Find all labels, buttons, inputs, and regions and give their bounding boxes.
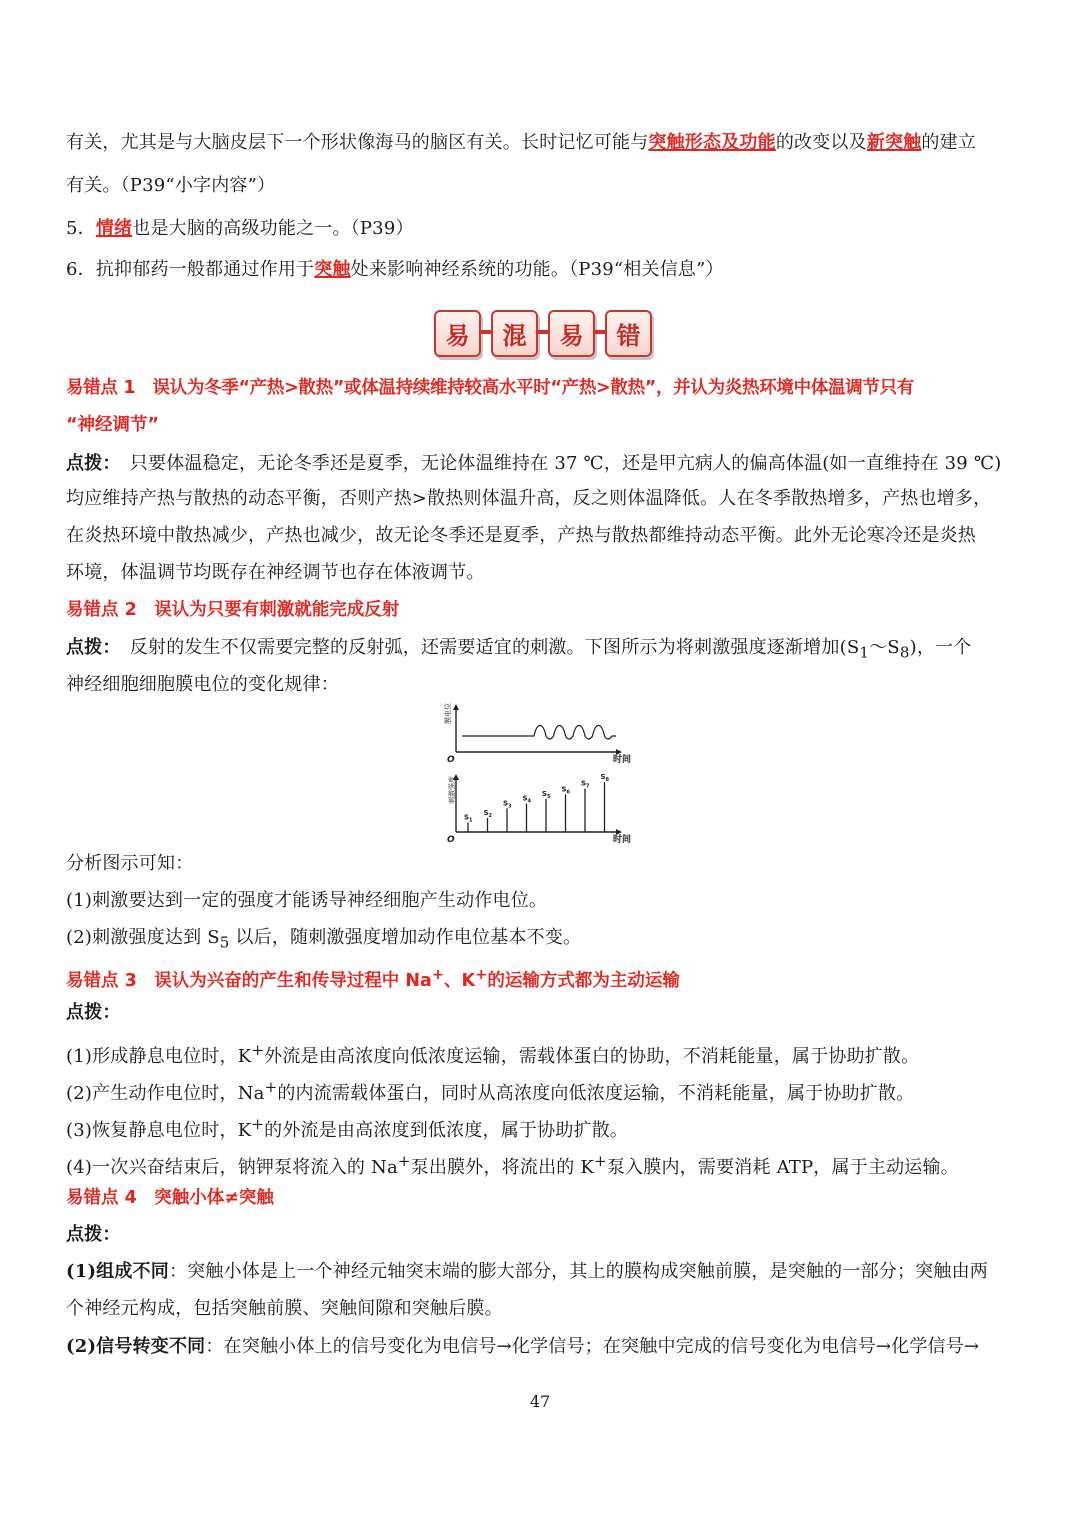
stimulus-label-subscript: 5 — [547, 793, 551, 800]
e3-point-2 — [66, 1075, 1014, 1106]
text: (4)一次兴奋结束后，钠钾泵将流入的 Na — [66, 1157, 398, 1178]
text: 反射的发生不仅需要完整的反射弧，还需要适宜的刺激。下图所示为将刺激强度逐渐增加(S — [111, 637, 860, 658]
e4-point-2 — [66, 1335, 1014, 1359]
banner-tile: 易 — [548, 310, 595, 357]
banner-tile: 错 — [605, 310, 652, 357]
superscript: + — [264, 1078, 278, 1096]
text: 也是大脑的高级功能之一。（P39） — [132, 218, 414, 239]
stimulus-label-subscript: 7 — [586, 783, 590, 790]
text: 泵入膜内，需要消耗 ATP，属于主动运输。 — [606, 1157, 959, 1178]
text: ～S — [869, 637, 900, 658]
error-point-3-title — [66, 963, 1014, 993]
highlight-synapse: 突触 — [314, 259, 351, 280]
error-point-3-hint — [66, 1001, 1014, 1025]
hint-label: 点拨： — [66, 1224, 121, 1245]
hint-label: 点拨： — [66, 453, 112, 474]
text: 的运输方式都为主动运输 — [487, 970, 680, 991]
error-point-1-title: 易错点 1 误认为冬季“产热>散热”或体温持续维持较高水平时“产热>散热”，并认为炎热环境中体温调节只有 — [66, 378, 914, 398]
stimulus-label-subscript: 4 — [527, 798, 532, 805]
superscript: + — [397, 1152, 411, 1170]
origin-label: O — [447, 835, 455, 845]
stimulus-bars — [464, 773, 610, 832]
text: (2)刺激强度达到 S — [66, 927, 220, 948]
stimulus-label-subscript: 8 — [605, 777, 610, 783]
error-point-1-hint — [66, 452, 1014, 476]
e3-point-3 — [66, 1112, 1014, 1143]
hint-label: 点拨： — [66, 637, 112, 658]
stimulus-label-subscript: 1 — [469, 817, 473, 824]
text: 以后，随刺激强度增加动作电位基本不变。 — [229, 927, 582, 948]
hint-label: 点拨： — [66, 1002, 121, 1023]
stimulus-label-subscript: 3 — [508, 803, 512, 810]
superscript: + — [251, 1115, 265, 1133]
point-label: (2)信号转变不同 — [66, 1336, 206, 1357]
banner-tile: 易 — [434, 310, 481, 357]
page-number: 47 — [529, 1392, 551, 1411]
stimulus-label: $S_2$ — [483, 808, 493, 819]
text: )，一个 — [909, 637, 972, 658]
e4-point-1 — [66, 1260, 1014, 1284]
stimulus-label: $S_3$ — [503, 799, 512, 810]
e3-point-4 — [66, 1149, 1014, 1180]
banner-tile: 混 — [491, 310, 538, 357]
hint-line: 神经细胞细胞膜电位的变化规律： — [66, 674, 339, 695]
text: 泵出膜外，将流出的 K — [410, 1157, 595, 1178]
x-axis-label: 时间 — [613, 755, 632, 765]
text: 的内流需载体蛋白，同时从高浓度向低浓度运输，不消耗能量，属于协助扩散。 — [277, 1083, 915, 1104]
text: 外流是由高浓度向低浓度运输，需载体蛋白的协助，不消耗能量，属于协助扩散。 — [264, 1046, 920, 1067]
highlight-new-synapse: 新突触 — [866, 132, 922, 153]
highlight-emotion: 情绪 — [95, 218, 133, 239]
y-axis-arrow — [453, 704, 459, 710]
item-number: 6．抗抑郁药一般都通过作用于 — [66, 259, 315, 280]
origin-label: O — [447, 755, 455, 765]
potential-trace — [462, 726, 616, 740]
paragraph-long-term-memory-cont: 有关。（P39“小字内容”） — [66, 175, 276, 196]
text: 易错点 3 误认为兴奋的产生和传导过程中 Na — [66, 970, 432, 991]
error-point-4-hint — [66, 1223, 1014, 1247]
text: 只要体温稳定，无论冬季还是夏季，无论体温维持在 37 ℃，还是甲亢病人的偏高体温(如一直维持在 39 ℃) — [111, 453, 1002, 474]
hint-line: 环境，体温调节均既存在神经调节也存在体液调节。 — [66, 562, 485, 583]
superscript: + — [475, 966, 488, 983]
stimulus-label: $S_1$ — [464, 813, 473, 824]
subscript: 8 — [899, 643, 910, 662]
error-point-1-title-cont: “神经调节” — [66, 415, 160, 435]
error-point-2-hint — [66, 636, 1014, 665]
banner-connector — [481, 330, 491, 334]
subscript: 5 — [219, 933, 230, 952]
text: 的外流是由高浓度到低浓度，属于协助扩散。 — [264, 1120, 629, 1141]
error-point-4-title: 易错点 4 突触小体≠突触 — [66, 1188, 274, 1208]
text: (1)形成静息电位时，K — [66, 1046, 252, 1067]
stimulus-label: $S_4$ — [522, 794, 532, 805]
e4-point-1-cont: 个神经元构成，包括突触前膜、突触间隙和突触后膜。 — [66, 1298, 503, 1319]
text: (3)恢复静息电位时，K — [66, 1120, 252, 1141]
hint-line: 均应维持产热与散热的动态平衡，否则产热>散热则体温升高，反之则体温降低。人在冬季散热增多，产热也增多， — [66, 488, 992, 509]
text: 处来影响神经系统的功能。（P39“相关信息”） — [350, 259, 724, 280]
e3-point-1 — [66, 1038, 1014, 1069]
stimulus-label: $S_8$ — [600, 773, 610, 783]
text: 的建立 — [921, 132, 977, 153]
membrane-potential-chart — [443, 703, 631, 765]
stimulus-label: $S_7$ — [581, 779, 590, 790]
y-axis-label: 膜电位 — [444, 703, 452, 724]
y-axis-label: 刺激强度 — [448, 776, 456, 804]
item-6 — [66, 258, 1014, 282]
conclusion-1: (1)刺激要达到一定的强度才能诱导神经细胞产生动作电位。 — [66, 890, 548, 911]
item-5 — [66, 217, 1014, 241]
text: (2)产生动作电位时，Na — [66, 1083, 265, 1104]
hint-line: 在炎热环境中散热减少，产热也减少，故无论冬季还是夏季，产热与散热都维持动态平衡。此外无论寒冷还是炎热 — [66, 525, 976, 546]
analysis-intro: 分析图示可知： — [66, 853, 194, 874]
text: ：在突触小体上的信号变化为电信号→化学信号；在突触中完成的信号变化为电信号→化学信号→ — [205, 1336, 980, 1357]
superscript: + — [251, 1041, 265, 1059]
stimulus-label: $S_5$ — [542, 789, 551, 800]
banner-connector — [595, 330, 605, 334]
text: 有关，尤其是与大脑皮层下一个形状像海马的脑区有关。长时记忆可能与 — [66, 132, 649, 153]
item-number: 5． — [66, 218, 96, 239]
conclusion-2 — [66, 926, 1014, 955]
text: 的改变以及 — [775, 132, 867, 153]
text: ：突触小体是上一个神经元轴突末端的膨大部分，其上的膜构成突触前膜，是突触的一部分；突触由两 — [168, 1261, 988, 1282]
stimulus-label-subscript: 2 — [488, 812, 493, 819]
section-banner — [434, 310, 652, 358]
highlight-synapse-form: 突触形态及功能 — [648, 132, 776, 153]
point-label: (1)组成不同 — [66, 1261, 169, 1282]
superscript: + — [431, 966, 445, 983]
stimulus-potential-figure — [400, 700, 660, 850]
error-point-2-title: 易错点 2 误认为只要有刺激就能完成反射 — [66, 600, 400, 620]
superscript: + — [594, 1152, 607, 1170]
stimulus-strength-chart — [447, 773, 631, 845]
stimulus-label-subscript: 6 — [566, 789, 571, 796]
text: 、K — [444, 970, 476, 991]
stimulus-label: $S_6$ — [561, 785, 571, 796]
paragraph-long-term-memory — [66, 131, 1014, 155]
x-axis-label: 时间 — [613, 835, 632, 845]
banner-connector — [538, 330, 548, 334]
subscript: 1 — [859, 643, 870, 662]
